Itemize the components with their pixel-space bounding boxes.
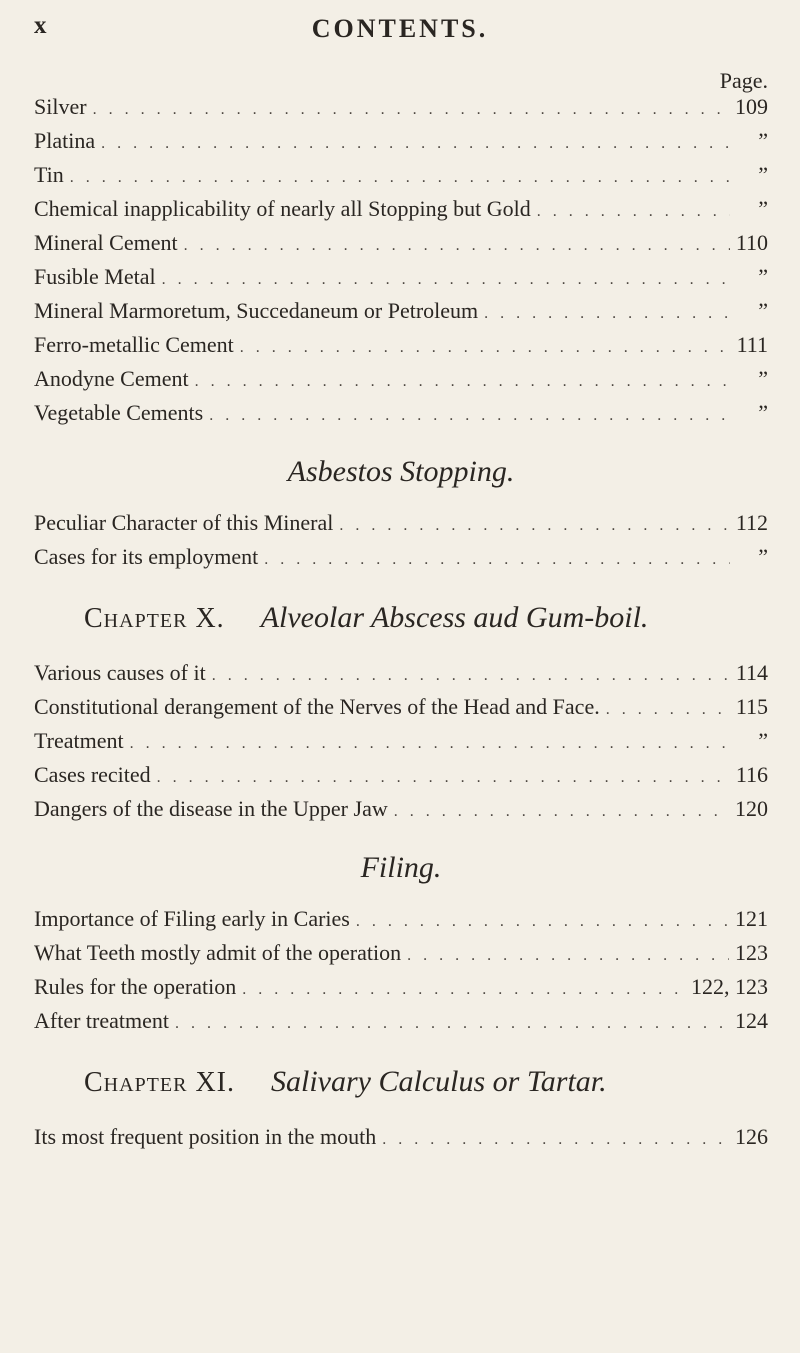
entry-label: Its most frequent position in the mouth xyxy=(34,1124,377,1149)
entry-page-number: ” xyxy=(758,544,768,569)
contents-entry xyxy=(34,1004,768,1038)
entry-page-number: ” xyxy=(758,162,768,187)
chapter-number: Chapter X. xyxy=(84,603,225,634)
dot-leader xyxy=(394,795,729,829)
dot-leader xyxy=(242,973,685,1007)
entry-page-number: 112 xyxy=(735,510,768,535)
chapter-heading xyxy=(34,1062,768,1102)
entry-label: Vegetable Cements xyxy=(34,400,204,425)
entry-label: Silver xyxy=(34,94,87,119)
dot-leader xyxy=(195,365,730,399)
contents-entry xyxy=(34,540,768,574)
entry-page-number: 122, 123 xyxy=(691,974,768,999)
entry-label: Rules for the operation xyxy=(34,974,237,999)
entry-page-number: 126 xyxy=(735,1124,768,1149)
running-head xyxy=(34,12,766,42)
entry-label: Fusible Metal xyxy=(34,264,156,289)
dot-leader xyxy=(209,399,730,433)
section-heading: Filing. xyxy=(360,851,442,884)
contents-entry xyxy=(34,90,768,124)
contents-entry xyxy=(34,724,768,758)
contents-entry xyxy=(34,902,768,936)
contents-entry xyxy=(34,260,768,294)
entry-page-number: 115 xyxy=(735,694,768,719)
dot-leader xyxy=(162,263,730,297)
entry-page-number: 123 xyxy=(735,940,768,965)
contents-entry xyxy=(34,328,768,362)
entry-label: Dangers of the disease in the Upper Jaw xyxy=(34,796,388,821)
contents-entry xyxy=(34,690,768,724)
entry-page-number: 120 xyxy=(735,796,768,821)
entry-label: Constitutional derangement of the Nerves of the Head and Face. xyxy=(34,694,600,719)
entry-label: After treatment xyxy=(34,1008,169,1033)
entry-label: What Teeth mostly admit of the operation xyxy=(34,940,402,965)
dot-leader xyxy=(70,161,730,195)
chapter-title: Salivary Calculus or Tartar. xyxy=(271,1065,607,1098)
dot-leader xyxy=(339,509,729,543)
page-folio: x xyxy=(34,12,48,39)
entry-page-number: 121 xyxy=(735,906,768,931)
dot-leader xyxy=(484,297,730,331)
contents-entry xyxy=(34,758,768,792)
contents-entry xyxy=(34,226,768,260)
entry-label: Importance of Filing early in Caries xyxy=(34,906,350,931)
contents-entry xyxy=(34,792,768,826)
entry-label: Mineral Cement xyxy=(34,230,178,255)
entry-page-number: ” xyxy=(758,298,768,323)
dot-leader xyxy=(184,229,730,263)
entry-page-number: ” xyxy=(758,196,768,221)
entry-page-number: 116 xyxy=(735,762,768,787)
entry-page-number: 114 xyxy=(735,660,768,685)
entry-label: Chemical inapplicability of nearly all Stopping but Gold xyxy=(34,196,531,221)
dot-leader xyxy=(130,727,730,761)
contents-entry xyxy=(34,294,768,328)
entry-page-number: ” xyxy=(758,400,768,425)
entry-label: Ferro-metallic Cement xyxy=(34,332,234,357)
entry-page-number: 110 xyxy=(735,230,768,255)
contents-entry xyxy=(34,396,768,430)
contents-entry xyxy=(34,506,768,540)
entry-label: Cases for its employment xyxy=(34,544,259,569)
dot-leader xyxy=(407,939,729,973)
dot-leader xyxy=(606,693,730,727)
entry-page-number: 124 xyxy=(735,1008,768,1033)
dot-leader xyxy=(175,1007,729,1041)
entry-page-number: ” xyxy=(758,366,768,391)
contents-list xyxy=(34,90,768,1154)
page-column-label: Page. xyxy=(719,68,768,93)
entry-page-number: 111 xyxy=(736,332,768,357)
contents-heading: CONTENTS. xyxy=(311,14,489,43)
entry-label: Tin xyxy=(34,162,64,187)
contents-entry xyxy=(34,1120,768,1154)
contents-entry xyxy=(34,362,768,396)
entry-label: Platina xyxy=(34,128,96,153)
section-heading: Asbestos Stopping. xyxy=(287,455,515,488)
contents-entry xyxy=(34,656,768,690)
chapter-heading xyxy=(34,598,768,638)
chapter-title: Alveolar Abscess aud Gum-boil. xyxy=(260,601,649,634)
dot-leader xyxy=(537,195,730,229)
entry-page-number: ” xyxy=(758,128,768,153)
contents-entry xyxy=(34,158,768,192)
dot-leader xyxy=(382,1123,729,1157)
dot-leader xyxy=(356,905,729,939)
entry-label: Peculiar Character of this Mineral xyxy=(34,510,334,535)
entry-page-number: ” xyxy=(758,264,768,289)
dot-leader xyxy=(240,331,730,365)
entry-label: Various causes of it xyxy=(34,660,206,685)
contents-entry xyxy=(34,970,768,1004)
dot-leader xyxy=(264,543,730,577)
entry-label: Mineral Marmoretum, Succedaneum or Petroleum xyxy=(34,298,479,323)
contents-entry xyxy=(34,124,768,158)
entry-page-number: 109 xyxy=(735,94,768,119)
dot-leader xyxy=(101,127,730,161)
dot-leader xyxy=(157,761,730,795)
chapter-number: Chapter XI. xyxy=(84,1067,236,1098)
contents-entry xyxy=(34,192,768,226)
entry-page-number: ” xyxy=(758,728,768,753)
dot-leader xyxy=(212,659,730,693)
contents-entry xyxy=(34,936,768,970)
entry-label: Treatment xyxy=(34,728,124,753)
entry-label: Cases recited xyxy=(34,762,151,787)
entry-label: Anodyne Cement xyxy=(34,366,189,391)
dot-leader xyxy=(93,93,729,127)
